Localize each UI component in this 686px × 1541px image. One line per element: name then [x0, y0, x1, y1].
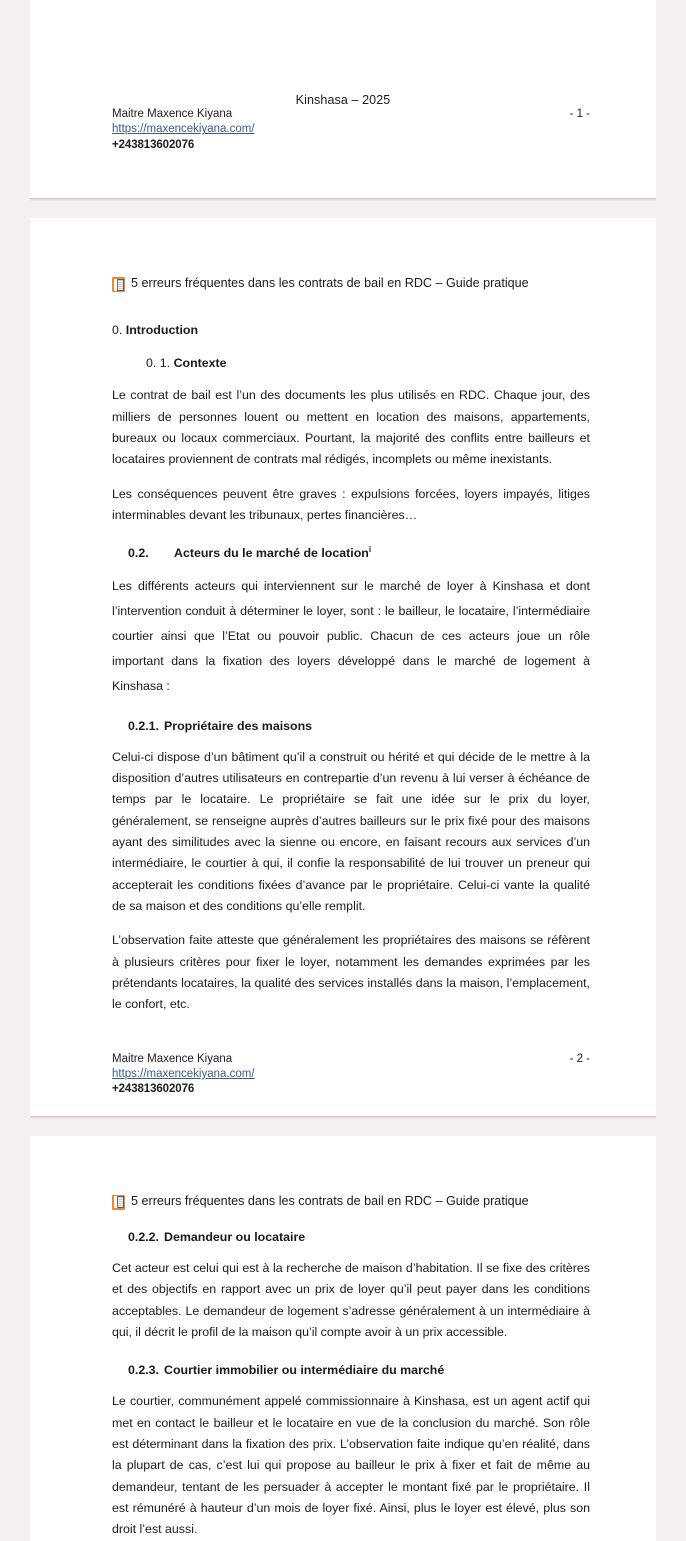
footer-website-link[interactable]: https://maxencekiyana.com/ — [112, 1068, 255, 1080]
heading-introduction — [112, 322, 590, 338]
place-year-line: Kinshasa – 2025 — [295, 93, 391, 107]
footer-phone-number: +243813602076 — [112, 138, 195, 151]
paragraph-proprietaire-1: Celui-ci dispose d’un bâtiment qu’il a construit ou hérité et qui décide de le mettre à la disposition d’autres utilisateurs en contrepartie d’un revenu à lui verser à échéance de temps par le locataire. Le propriétaire se fait une idée sur le prix du loyer, généralement, se renseigne auprès d’autres bailleurs sur le prix fixé pour des maisons ayant des similitudes avec la sienne ou encore, en faisant recours aux services d’un intermédiaire, le courtier à qui, il confie la responsabilité de lui trouver un preneur qui accepterait les conditions fixées d’avance par le propriétaire. Celui-ci vante la qualité de sa maison et des conditions qu’elle remplit. — [112, 749, 590, 913]
heading-proprietaire-text: Propriétaire des maisons — [164, 718, 313, 733]
paragraph-demandeur: Cet acteur est celui qui est à la recherche de maison d’habitation. Il se fixe des critères et des objectifs en rapport avec un prix de loyer qu’il peut payer dans les conditions acceptables. Le demandeur de logement s’adresse généralement à un intermédiaire à qui, il décrit le profil de la maison qu’il compte avoir à un prix accessible. — [112, 1260, 590, 1339]
heading-courtier-text: Courtier immobilier ou intermédiaire du marché — [164, 1363, 445, 1378]
book-icon — [112, 277, 125, 292]
paragraph-proprietaire-2: L’observation faite atteste que généralement les propriétaires des maisons se réfèrent à plusieurs critères pour fixer le loyer, notamment les demandes exprimées par les prétendants locataires, la qualité des services installés dans la maison, l’emplacement, le confort, etc. — [112, 933, 590, 1012]
heading-introduction-number: 0. — [112, 323, 126, 337]
page-2-footer-wrap — [42, 1016, 644, 1116]
heading-acteurs-text: Acteurs du le marché de location — [174, 546, 369, 561]
running-head-2 — [42, 218, 644, 292]
footer-author-name: Maitre Maxence Kiyana — [112, 1052, 233, 1065]
paragraph-contexte-1: Le contrat de bail est l’un des documents les plus utilisés en RDC. Chaque jour, des milliers de personnes louent ou mettent en location des maisons, appartements, bureaux ou locaux commerciaux. Pourtant, la majorité des conflits entre bailleurs et locataires proviennent de contrats mal rédigés, incomplets ou même inexistants. — [112, 388, 590, 467]
heading-demandeur-text: Demandeur ou locataire — [164, 1229, 306, 1244]
footer-phone-number: +243813602076 — [112, 1083, 195, 1096]
heading-demandeur-number: 0.2.2. — [128, 1229, 160, 1244]
footnote-marker-location[interactable]: i — [368, 545, 372, 555]
heading-courtier-number: 0.2.3. — [128, 1363, 160, 1378]
document-page-1 — [30, 0, 656, 198]
heading-contexte-text: Contexte — [173, 356, 227, 371]
page-3-body — [42, 1229, 644, 1541]
page-footer-1 — [42, 107, 644, 153]
heading-proprietaire — [128, 718, 590, 734]
page-number-2: - 2 - — [569, 1052, 590, 1065]
document-page-2 — [30, 218, 656, 1116]
paragraph-contexte-2: Les conséquences peuvent être graves : expulsions forcées, loyers impayés, litiges interminables devant les tribunaux, pertes financières… — [112, 486, 590, 522]
book-icon — [112, 1195, 125, 1210]
heading-introduction-text: Introduction — [125, 323, 199, 337]
document-page-3 — [30, 1136, 656, 1541]
heading-acteurs — [128, 545, 590, 561]
running-head-text: 5 erreurs fréquentes dans les contrats de bail en RDC – Guide pratique — [131, 276, 529, 290]
running-head-3 — [42, 1136, 644, 1210]
page-break-1 — [0, 198, 686, 218]
footer-author-name: Maitre Maxence Kiyana — [112, 108, 233, 120]
page-number-1: - 1 - — [569, 108, 590, 120]
heading-contexte — [146, 355, 590, 371]
running-head-text: 5 erreurs fréquentes dans les contrats de bail en RDC – Guide pratique — [131, 1193, 529, 1208]
heading-contexte-number: 0. 1. — [146, 356, 174, 371]
heading-acteurs-number: 0.2. — [128, 546, 149, 561]
heading-proprietaire-number: 0.2.1. — [128, 718, 160, 733]
page-footer-2 — [42, 1052, 644, 1098]
page-break-2 — [0, 1116, 686, 1136]
heading-demandeur — [128, 1229, 590, 1245]
page-2-body — [42, 322, 644, 1016]
heading-courtier — [128, 1362, 590, 1378]
footer-website-link[interactable]: https://maxencekiyana.com/ — [112, 123, 255, 136]
paragraph-courtier: Le courtier, communément appelé commissionnaire à Kinshasa, est un agent actif qui met en contact le bailleur et le locataire en vue de la conclusion du marché. Son rôle est déterminant dans la fixation des prix. L’observation faite indique qu’en réalité, dans la plupart de cas, c’est lui qui propose au bailleur le prix à fixer et fait de même au demandeur, tentant de les persuader à accepter le montant fixé par le propriétaire. Il est rémunéré à hauteur d’un mois de loyer fixé. Ainsi, plus le loyer est élevé, plus son droit l’est aussi. — [112, 1394, 590, 1537]
paragraph-acteurs: Les différents acteurs qui interviennent sur le marché de loyer à Kinshasa et dont l’intervention conduit à déterminer le loyer, sont : le bailleur, le locataire, l’intermédiaire courtier ainsi que l’Etat ou pouvoir public. Chacun de ces acteurs joue un rôle important dans la fixation des loyers développé dans le marché de logement à Kinshasa : — [112, 579, 590, 693]
